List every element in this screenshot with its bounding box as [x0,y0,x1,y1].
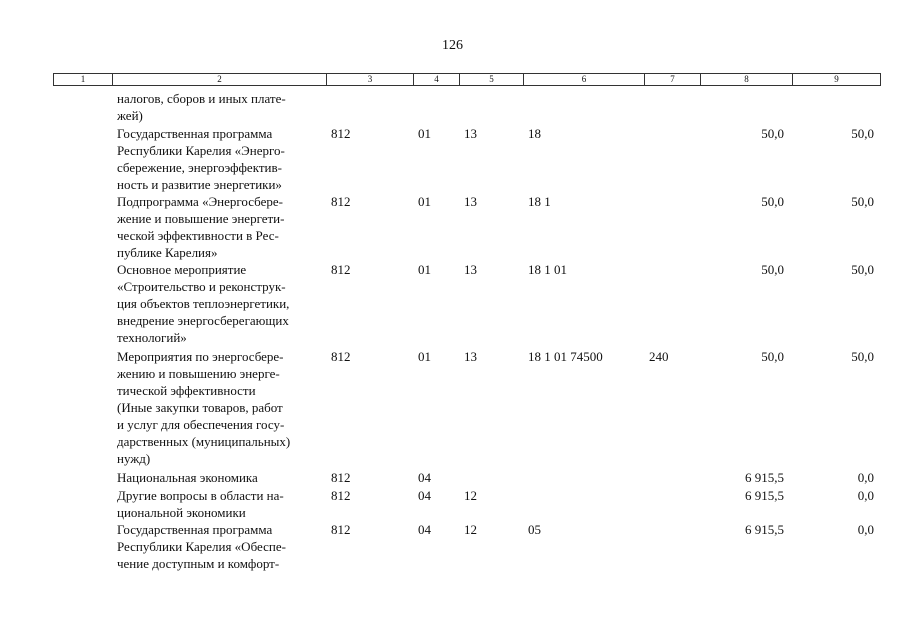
cell-c5: 12 [464,522,477,537]
row-name-line: тической эффективности [117,383,256,398]
page-number: 126 [442,38,463,53]
cell-c9: 50,0 [851,126,874,141]
cell-c4: 01 [418,262,431,277]
row-name-line: Республики Карелия «Обеспе- [117,539,286,554]
cell-c8: 6 915,5 [745,470,784,485]
row-name-line: Подпрограмма «Энергосбере- [117,194,283,209]
row-name-line: дарственных (муниципальных) [117,434,291,449]
cell-c4: 04 [418,522,431,537]
row-name-line: Республики Карелия «Энерго- [117,143,285,158]
row-name-line: Национальная экономика [117,470,258,485]
cell-c9: 0,0 [857,522,874,537]
row-name-line: Государственная программа [117,126,273,141]
row-name-line: нужд) [117,451,151,466]
row-name-line: жение и повышение энергети- [117,211,285,226]
row-name [117,90,327,124]
row-name [117,125,327,193]
cell-c3: 812 [331,194,351,209]
row-name-line: жению и повышению энерге- [117,366,280,381]
cell-c4: 04 [418,488,431,503]
column-number-7: 7 [645,74,701,86]
row-name [117,521,327,572]
cell-c7: 240 [649,349,669,364]
row-name-line: чение доступным и комфорт- [117,556,280,571]
row-name [117,193,327,261]
cell-c5: 13 [464,194,477,209]
row-name-line: ция объектов теплоэнергетики, [117,296,290,311]
cell-c3: 812 [331,470,351,485]
cell-c5: 13 [464,349,477,364]
row-name [117,469,327,486]
cell-c9: 50,0 [851,194,874,209]
column-number-2: 2 [113,74,327,86]
row-name-line: и услуг для обеспечения госу- [117,417,285,432]
cell-c9: 50,0 [851,349,874,364]
row-name-line: публике Карелия» [117,245,218,260]
cell-c8: 50,0 [761,349,784,364]
column-number-1: 1 [54,74,113,86]
cell-c3: 812 [331,522,351,537]
cell-c6: 18 1 [528,194,551,209]
cell-c5: 13 [464,262,477,277]
cell-c6: 18 1 01 74500 [528,349,603,364]
cell-c9: 0,0 [857,470,874,485]
cell-c4: 04 [418,470,431,485]
cell-c5: 12 [464,488,477,503]
cell-c8: 50,0 [761,262,784,277]
row-name-line: «Строительство и реконструк- [117,279,286,294]
cell-c8: 50,0 [761,194,784,209]
cell-c4: 01 [418,126,431,141]
row-name-line: жей) [117,108,143,123]
column-number-5: 5 [460,74,524,86]
cell-c5: 13 [464,126,477,141]
column-number-header [53,73,881,86]
row-name-line: внедрение энергосберегающих [117,313,289,328]
row-name-line: ческой эффективности в Рес- [117,228,279,243]
cell-c6: 18 [528,126,541,141]
cell-c4: 01 [418,194,431,209]
cell-c3: 812 [331,262,351,277]
column-number-6: 6 [524,74,645,86]
row-name-line: Другие вопросы в области на- [117,488,284,503]
column-number-8: 8 [701,74,793,86]
row-name-line: ность и развитие энергетики» [117,177,282,192]
row-name-line: сбережение, энергоэффектив- [117,160,282,175]
cell-c6: 05 [528,522,541,537]
cell-c8: 6 915,5 [745,488,784,503]
column-number-9: 9 [793,74,881,86]
row-name [117,261,327,346]
cell-c9: 50,0 [851,262,874,277]
cell-c8: 50,0 [761,126,784,141]
row-name [117,487,327,521]
column-number-4: 4 [414,74,460,86]
row-name-line: Государственная программа [117,522,273,537]
cell-c8: 6 915,5 [745,522,784,537]
row-name-line: Основное мероприятие [117,262,247,277]
row-name-line: Мероприятия по энергосбере- [117,349,284,364]
column-number-3: 3 [327,74,414,86]
row-name-line: налогов, сборов и иных плате- [117,91,286,106]
row-name [117,348,327,467]
cell-c3: 812 [331,126,351,141]
cell-c3: 812 [331,349,351,364]
row-name-line: циональной экономики [117,505,246,520]
row-name-line: (Иные закупки товаров, работ [117,400,283,415]
cell-c9: 0,0 [857,488,874,503]
cell-c3: 812 [331,488,351,503]
row-name-line: технологий» [117,330,187,345]
cell-c4: 01 [418,349,431,364]
cell-c6: 18 1 01 [528,262,567,277]
